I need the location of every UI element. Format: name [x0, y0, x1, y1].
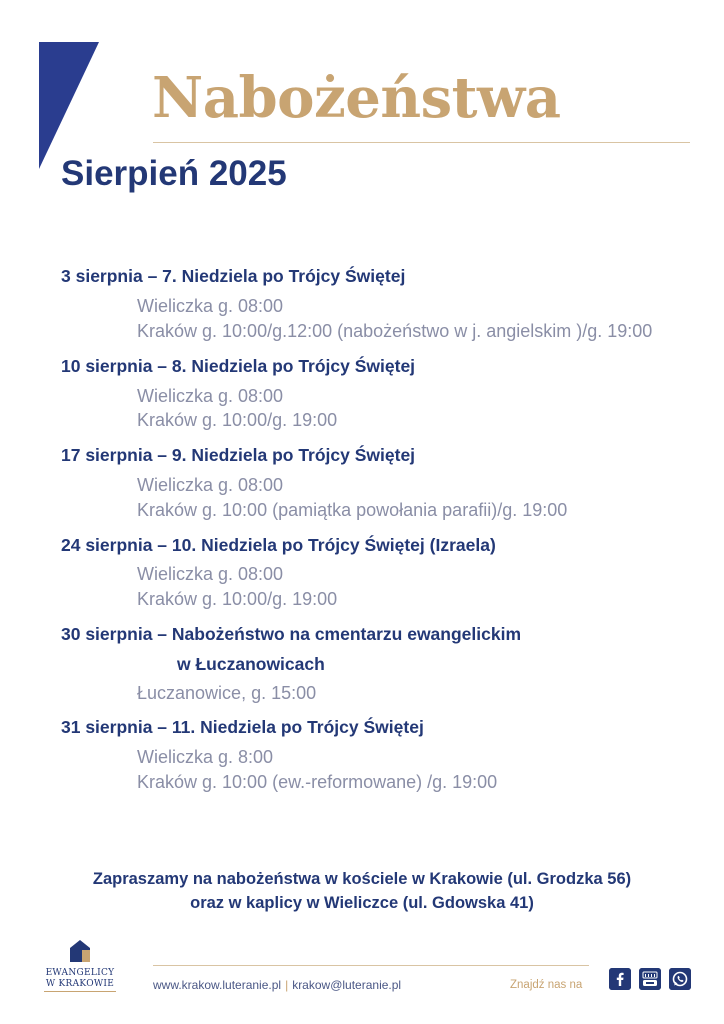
service-line: Kraków g. 10:00/g.12:00 (nabożeństwo w j. angielskim )/g. 19:00 — [137, 321, 653, 341]
month-subtitle: Sierpień 2025 — [61, 154, 287, 193]
service-line: Wieliczka g. 08:00 — [137, 564, 284, 584]
service-line: Kraków g. 10:00 (pamiątka powołania parafii)/g. 19:00 — [137, 500, 568, 520]
page-title: Nabożeństwa — [152, 65, 561, 131]
service-line: Kraków g. 10:00/g. 19:00 — [137, 410, 338, 430]
whatsapp-icon — [669, 968, 691, 990]
facebook-button[interactable] — [609, 968, 631, 990]
contact-separator: | — [285, 978, 289, 992]
event-heading: 24 sierpnia – 10. Niedziela po Trójcy Świętej (Izraela) — [61, 535, 496, 555]
footer-contact — [153, 977, 401, 993]
service-line: Wieliczka g. 08:00 — [137, 296, 284, 316]
service-line: Kraków g. 10:00 (ew.-reformowane) /g. 19:00 — [137, 772, 498, 792]
whatsapp-button[interactable] — [669, 968, 691, 990]
church-icon — [68, 940, 92, 962]
event-heading: 31 sierpnia – 11. Niedziela po Trójcy Świętej — [61, 717, 424, 737]
logo-text-line: W KRAKOWIE — [45, 979, 115, 989]
event-heading-continued: w Łuczanowicach — [177, 654, 325, 674]
youtube-button[interactable] — [639, 968, 661, 990]
logo-underline — [44, 991, 116, 992]
service-line: Wieliczka g. 08:00 — [137, 475, 284, 495]
invitation-line: oraz w kaplicy w Wieliczce (ul. Gdowska 41) — [190, 894, 534, 912]
event-heading: 17 sierpnia – 9. Niedziela po Trójcy Świętej — [61, 445, 416, 465]
event-heading: 3 sierpnia – 7. Niedziela po Trójcy Świętej — [61, 266, 406, 286]
service-line: Kraków g. 10:00/g. 19:00 — [137, 589, 338, 609]
parish-logo[interactable] — [40, 938, 120, 998]
event-heading: 30 sierpnia – Nabożeństwo na cmentarzu ewangelickim — [61, 624, 522, 644]
youtube-icon — [639, 968, 661, 990]
email-link[interactable]: krakow@luteranie.pl — [292, 978, 402, 992]
service-line: Wieliczka g. 08:00 — [137, 386, 284, 406]
service-line: Łuczanowice, g. 15:00 — [137, 683, 317, 703]
service-line: Wieliczka g. 8:00 — [137, 747, 274, 767]
footer-divider — [153, 965, 589, 966]
event-heading: 10 sierpnia – 8. Niedziela po Trójcy Świętej — [61, 356, 416, 376]
logo-text-line: EWANGELICY — [45, 968, 115, 978]
invitation-line: Zapraszamy na nabożeństwa w kościele w Krakowie (ul. Grodzka 56) — [92, 870, 632, 888]
find-us-label: Znajdź nas na — [510, 979, 583, 991]
facebook-icon — [609, 968, 631, 990]
website-link[interactable]: www.krakow.luteranie.pl — [153, 978, 282, 992]
